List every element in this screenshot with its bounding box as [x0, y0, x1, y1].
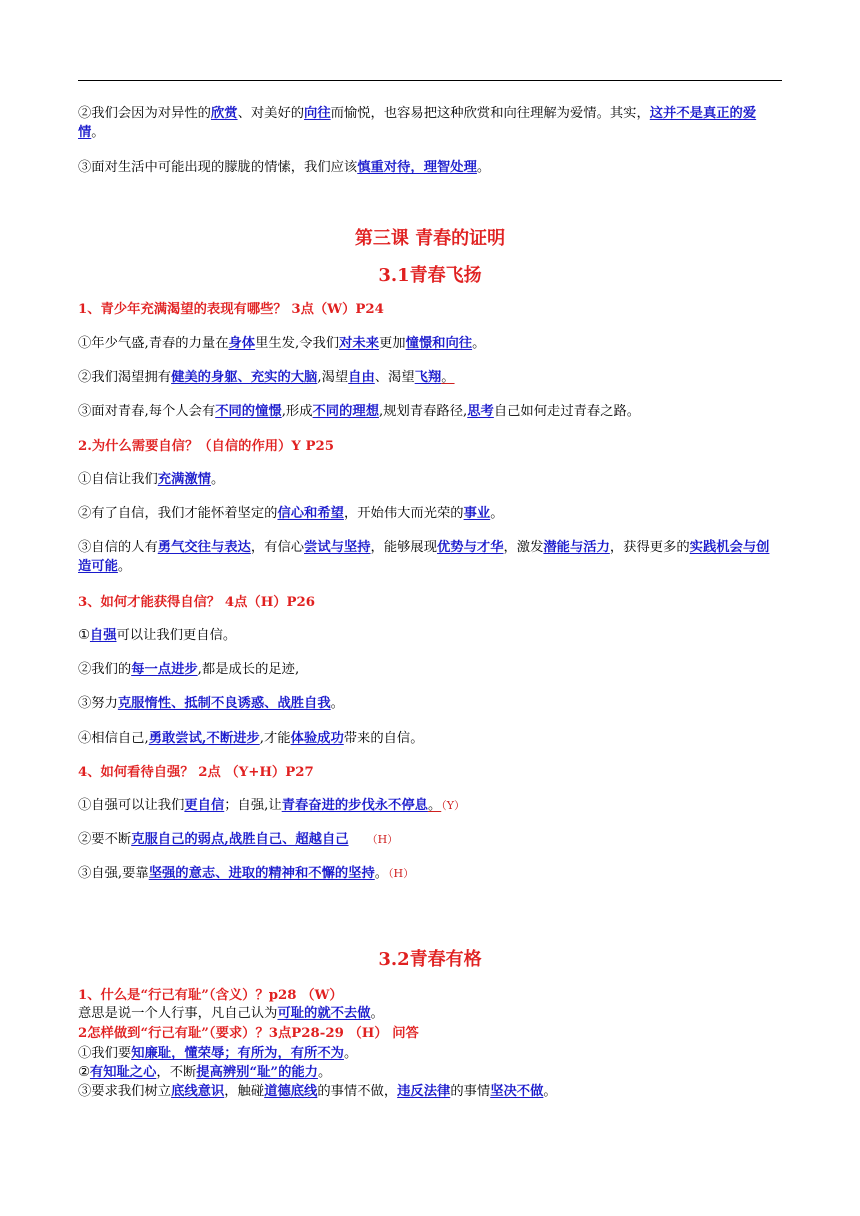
answer-line: ②要不断克服自己的弱点,战胜自己、超越自己 （H） — [78, 832, 399, 847]
question-heading: 3、如何才能获得自信？ 4点（H）P26 — [78, 595, 316, 610]
answer-line: ④相信自己,勇敢尝试,不断进步,才能体验成功带来的自信。 — [78, 731, 424, 746]
lesson-title: 第三课 青春的证明 — [354, 228, 506, 249]
answer-line: ①自强可以让我们更自信。 — [78, 628, 237, 643]
answer-line: ①自强可以让我们更自信；自强,让青春奋进的步伐永不停息。（Y） — [78, 798, 466, 813]
answer-line: ③面对青春,每个人会有不同的憧憬,形成不同的理想,规划青春路径,思考自己如何走过青春之路。 — [78, 404, 641, 419]
paragraph-3: ③面对生活中可能出现的朦胧的情愫，我们应该慎重对待，理智处理。 — [78, 160, 491, 175]
answer-line: ③努力克服惰性、抵制不良诱惑、战胜自我。 — [78, 696, 344, 711]
answer-line: ②我们的每一点进步,都是成长的足迹, — [78, 662, 300, 677]
paragraph-2: ②我们会因为对异性的欣赏、对美好的向往而愉悦，也容易把这种欣赏和向往理解为爱情。其实，这并不是真正的爱情。 — [78, 106, 757, 140]
answer-line: ③自信的人有勇气交往与表达，有信心尝试与坚持，能够展现优势与才华，激发潜能与活力，获得更多的实践机会与创造可能。 — [78, 540, 770, 574]
answer-line: ②有了自信，我们才能怀着坚定的信心和希望，开始伟大而光荣的事业。 — [78, 506, 504, 521]
question-heading: 2.为什么需要自信？（自信的作用）Y P25 — [78, 439, 334, 454]
answer-line: ②我们渴望拥有健美的身躯、充实的大脑,渴望自由、渴望飞翔。 — [78, 370, 455, 385]
question-heading: 1、青少年充满渴望的表现有哪些？ 3点（W）P24 — [78, 302, 384, 317]
answer-line: 意思是说一个人行事，凡自己认为可耻的就不去做。 — [78, 1006, 384, 1021]
answer-line: ②有知耻之心，不断提高辨别“耻”的能力。 — [78, 1065, 332, 1080]
section-3-2-title: 3.2青春有格 — [378, 949, 482, 970]
answer-line: ③自强,要靠坚强的意志、进取的精神和不懈的坚持。（H） — [78, 866, 415, 881]
answer-line: ③要求我们树立底线意识，触碰道德底线的事情不做，违反法律的事情坚决不做。 — [78, 1084, 557, 1099]
section-3-1-title: 3.1青春飞扬 — [378, 265, 482, 286]
answer-line: ①我们要知廉耻，懂荣辱；有所为，有所不为。 — [78, 1046, 358, 1061]
header-rule — [78, 80, 782, 81]
question-heading: 1、什么是“行己有耻”（含义）？p28 （W） — [78, 988, 343, 1003]
answer-line: ①自信让我们充满激情。 — [78, 472, 225, 487]
question-heading: 4、如何看待自强？ 2点 （Y+H）P27 — [78, 765, 314, 780]
question-heading: 2怎样做到“行己有耻”（要求）？3点P28-29 （H） 问答 — [78, 1026, 419, 1041]
answer-line: ①年少气盛,青春的力量在身体里生发,令我们对未来更加憧憬和向往。 — [78, 336, 486, 351]
